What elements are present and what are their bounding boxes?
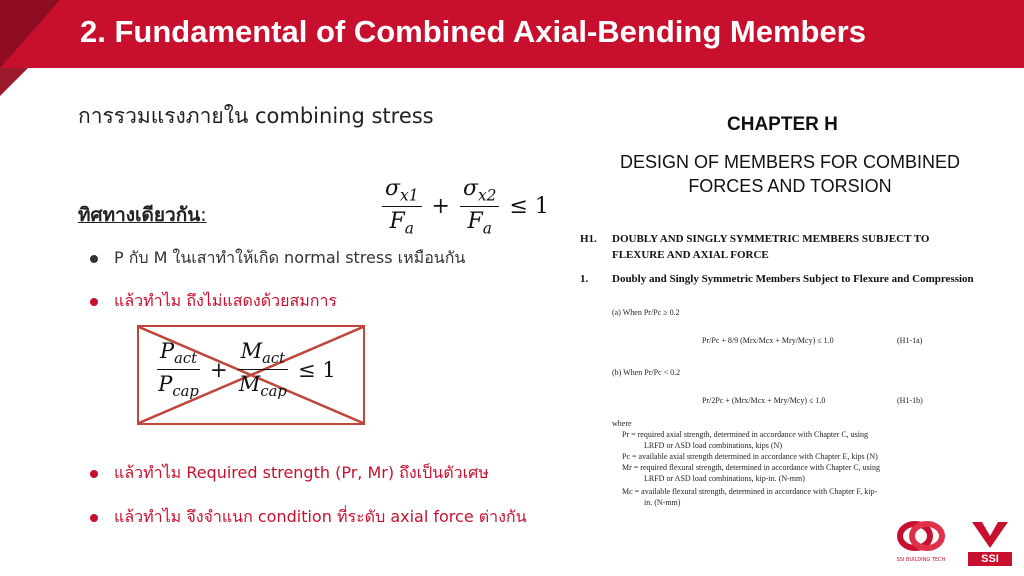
equation-h1-1a: Pr/Pc + 8/9 (Mrx/Mcx + Mry/Mcy) ≤ 1.0: [702, 336, 834, 345]
chapter-subtitle: DESIGN OF MEMBERS FOR COMBINED FORCES AND TORSION: [619, 152, 961, 196]
bullet-item: แล้วทำไม จึงจำแนก condition ที่ระดับ axial force ต่างกัน: [90, 505, 527, 530]
definition-line: Pr = required axial strength, determined in accordance with Chapter C, using: [622, 430, 868, 439]
header-corner-accent: [0, 0, 60, 68]
stress-sum-equation: $\frac{\sigma_{x1}}{F_a}$ + $\frac{\sigma_{x2}}{F_a}$ ≤ 1: [378, 176, 555, 238]
bullet-item: แล้วทำไม ถึงไม่แสดงด้วยสมการ: [90, 289, 337, 314]
definition-line: Mc = available flexural strength, determined in accordance with Chapter F, kip-: [622, 487, 878, 496]
fraction: $\frac{\sigma_{x1}}{F_a}$: [382, 176, 422, 238]
chapter-title: CHAPTER H: [727, 114, 838, 135]
section-heading: FLEXURE AND AXIAL FORCE: [612, 249, 769, 261]
direction-label: ทิศทางเดียวกัน:: [78, 204, 207, 226]
bullet-item: แล้วทำไม Required strength (Pr, Mr) ถึงเป็นตัวเศษ: [90, 461, 489, 486]
equation-tag: (H1-1a): [897, 336, 923, 345]
subsection-number: 1.: [580, 273, 589, 285]
slide-title: 2. Fundamental of Combined Axial-Bending Members: [80, 14, 866, 49]
title-bar: [0, 0, 1024, 68]
section-number: H1.: [580, 233, 597, 245]
interaction-equation: $\frac{P_{act}}{P_{cap}}$ + $\frac{M_{act}}{M_{cap}}$ ≤ 1: [158, 339, 336, 401]
equation-tag: (H1-1b): [897, 396, 923, 405]
where-label: where: [612, 419, 632, 428]
subtitle: การรวมแรงภายใน combining stress: [78, 104, 434, 128]
definition-line: LRFD or ASD load combinations, kip-in. (N-mm): [644, 474, 805, 483]
equation-h1-1b: Pr/2Pc + (Mrx/Mcx + Mry/Mcy) ≤ 1.0: [702, 396, 826, 405]
definition-line: Pc = available axial strength determined in accordance with Chapter E, kips (N): [622, 452, 878, 461]
header-fold-accent: [0, 68, 28, 96]
ssi-logo: SSI: [968, 518, 1012, 564]
ssi-building-tech-logo: SSI BUILDING TECH: [896, 520, 946, 560]
case-b-condition: (b) When Pr/Pc < 0.2: [612, 368, 681, 377]
definition-line: Mr = required flexural strength, determined in accordance with Chapter C, using: [622, 463, 880, 472]
section-heading: DOUBLY AND SINGLY SYMMETRIC MEMBERS SUBJECT TO: [612, 233, 930, 245]
definition-line: LRFD or ASD load combinations, kips (N): [644, 441, 782, 450]
fraction: $\frac{M_{act}}{M_{cap}}$: [238, 339, 287, 401]
bullet-item: P กับ M ในเสาทำให้เกิด normal stress เหมือนกัน: [90, 246, 465, 271]
definition-line: in. (N-mm): [644, 498, 681, 507]
fraction: $\frac{P_{act}}{P_{cap}}$: [158, 339, 199, 401]
fraction: $\frac{\sigma_{x2}}{F_a}$: [460, 176, 500, 238]
case-a-condition: (a) When Pr/Pc ≥ 0.2: [612, 308, 680, 317]
subsection-heading: Doubly and Singly Symmetric Members Subject to Flexure and Compression: [612, 273, 974, 285]
